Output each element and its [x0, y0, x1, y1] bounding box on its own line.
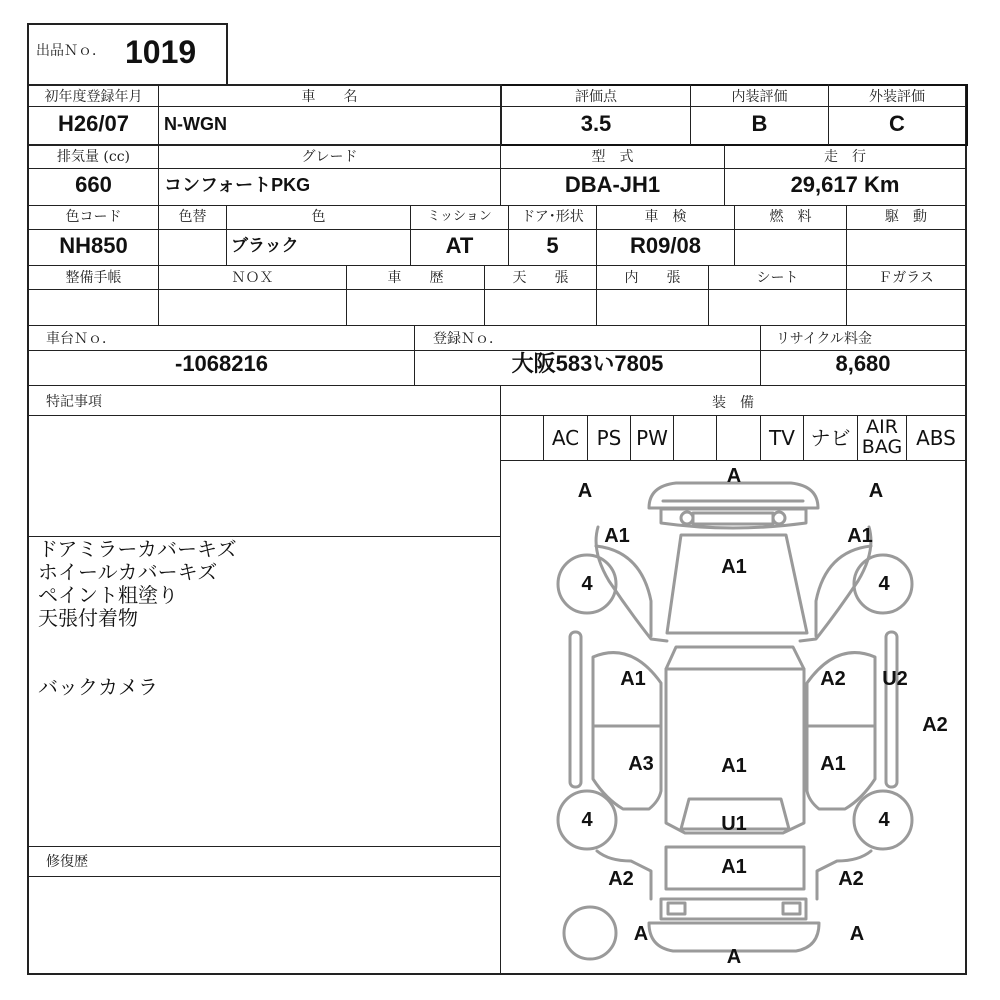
mark-hood: A1 — [721, 556, 747, 578]
exterior-label: 外装評価 — [869, 89, 925, 105]
hline — [27, 385, 967, 386]
car-name-label: 車 名 — [301, 89, 358, 105]
car-diagram — [501, 461, 967, 973]
note-line: ホイールカバーキズ — [38, 560, 218, 584]
hline — [27, 265, 967, 266]
mark-rear-right-corner: A — [849, 923, 865, 945]
exterior-value: C — [889, 111, 905, 136]
displacement-label: 排気量 (cc) — [56, 149, 131, 165]
mission-value: AT — [445, 233, 474, 258]
mark-front-bumper: A — [726, 465, 742, 487]
displacement-value: 660 — [75, 172, 112, 197]
hline — [27, 289, 967, 290]
equipment-item: PS — [596, 426, 622, 450]
mark-roof: A1 — [721, 755, 747, 777]
notes-label: 特記事項 — [46, 394, 102, 410]
equipment-item-airbag: AIR BAG — [861, 416, 903, 458]
mark-left-quarter: A2 — [608, 868, 634, 890]
mark-tire-fl: 4 — [581, 573, 593, 595]
mark-right-quarter: A2 — [838, 868, 864, 890]
grade-label: グレード — [301, 149, 358, 165]
mission-label: ミッション — [427, 209, 492, 224]
hline — [27, 205, 967, 206]
mark-tire-rl: 4 — [581, 809, 593, 831]
equipment-item: ABS — [916, 426, 956, 450]
history-label: 車 歴 — [387, 270, 444, 286]
equipment-item: ナビ — [810, 426, 851, 450]
lot-box-right — [226, 23, 228, 85]
color-value: ブラック — [231, 236, 299, 255]
registration-label: 登録Ｎｏ． — [433, 331, 503, 347]
hline — [27, 876, 501, 877]
mark-right-rear-door: A1 — [820, 753, 846, 775]
chassis-label: 車台Ｎｏ． — [46, 331, 116, 347]
registration-value: 大阪583い7805 — [511, 351, 664, 376]
mark-left-front-door: A1 — [620, 668, 646, 690]
lot-box-left — [27, 23, 29, 85]
note-line: 天張付着物 — [38, 606, 138, 630]
interior-value: B — [751, 111, 768, 136]
mileage-label: 走 行 — [824, 149, 866, 165]
hood-shape — [667, 535, 807, 633]
equipment-label: 装 備 — [712, 395, 754, 411]
lot-number: 1019 — [125, 34, 197, 70]
recolor-label: 色替 — [178, 209, 207, 225]
mark-left-rear-door: A3 — [628, 753, 654, 775]
recycle-label: リサイクル料金 — [776, 331, 873, 347]
mileage-value: 29,617 Km — [790, 172, 900, 197]
first-reg-label: 初年度登録年月 — [44, 89, 143, 105]
mark-right-rocker: U2 — [882, 668, 908, 690]
mark-front-left-corner: A — [577, 480, 593, 502]
color-code-value: NH850 — [59, 233, 128, 258]
mark-rear-left-corner: A — [633, 923, 649, 945]
equipment-item: TV — [769, 426, 795, 450]
color-label: 色 — [311, 209, 326, 225]
color-code-label: 色コード — [65, 209, 122, 225]
repair-label: 修復歴 — [46, 854, 88, 870]
car-name-value: N-WGN — [164, 114, 227, 134]
model-label: 型 式 — [591, 149, 634, 165]
equipment-item: AC — [551, 426, 580, 450]
inspection-label: 車 検 — [644, 209, 687, 225]
mark-rear-bumper: A — [726, 946, 742, 968]
seat-label: シート — [756, 270, 799, 286]
roof-label: 天 張 — [512, 270, 569, 286]
door-label: ドア･形状 — [521, 209, 584, 225]
mark-front-right-corner: A — [868, 480, 884, 502]
equipment-item: PW — [636, 426, 668, 450]
mark-tire-fr: 4 — [878, 573, 890, 595]
mark-left-a-pillar: A1 — [604, 525, 630, 547]
model-value: DBA-JH1 — [564, 172, 661, 197]
vline — [673, 415, 674, 461]
interior-ceiling-label: 内 張 — [624, 270, 681, 286]
hline — [27, 325, 967, 326]
score-value: 3.5 — [580, 111, 612, 136]
hline — [27, 229, 967, 230]
frame-bottom — [27, 973, 967, 975]
note-line: ペイント粗塗り — [38, 583, 178, 607]
lot-box-top — [27, 23, 227, 25]
fuel-label: 燃 料 — [769, 209, 812, 225]
mark-right-panel: A2 — [922, 714, 948, 736]
hline — [27, 846, 501, 847]
hline — [27, 168, 967, 169]
mark-right-a-pillar: A1 — [847, 525, 873, 547]
maintenance-label: 整備手帳 — [65, 270, 122, 286]
vline — [716, 415, 717, 461]
spare-tire-shape — [564, 907, 616, 959]
interior-label: 内装評価 — [731, 89, 788, 105]
mark-rear-glass: U1 — [721, 813, 747, 835]
door-value: 5 — [546, 233, 559, 258]
note-line: ドアミラーカバーキズ — [38, 537, 237, 561]
score-label: 評価点 — [575, 89, 617, 105]
grade-value: コンフォートPKG — [164, 175, 311, 195]
lot-label: 出品Ｎｏ． — [36, 43, 106, 59]
mark-trunk: A1 — [721, 856, 747, 878]
mark-right-front-door: A2 — [820, 668, 846, 690]
chassis-value: -1068216 — [175, 351, 268, 376]
mark-tire-rr: 4 — [878, 809, 890, 831]
first-reg-value: H26/07 — [58, 111, 129, 136]
f-glass-label: Ｆガラス — [878, 270, 934, 286]
inspection-value: R09/08 — [630, 233, 701, 258]
hline — [27, 415, 967, 416]
recycle-value: 8,680 — [835, 351, 891, 376]
nox-label: ＮＯＸ — [231, 270, 274, 286]
note-extra: バックカメラ — [38, 675, 158, 699]
drive-label: 駆 動 — [885, 209, 927, 225]
